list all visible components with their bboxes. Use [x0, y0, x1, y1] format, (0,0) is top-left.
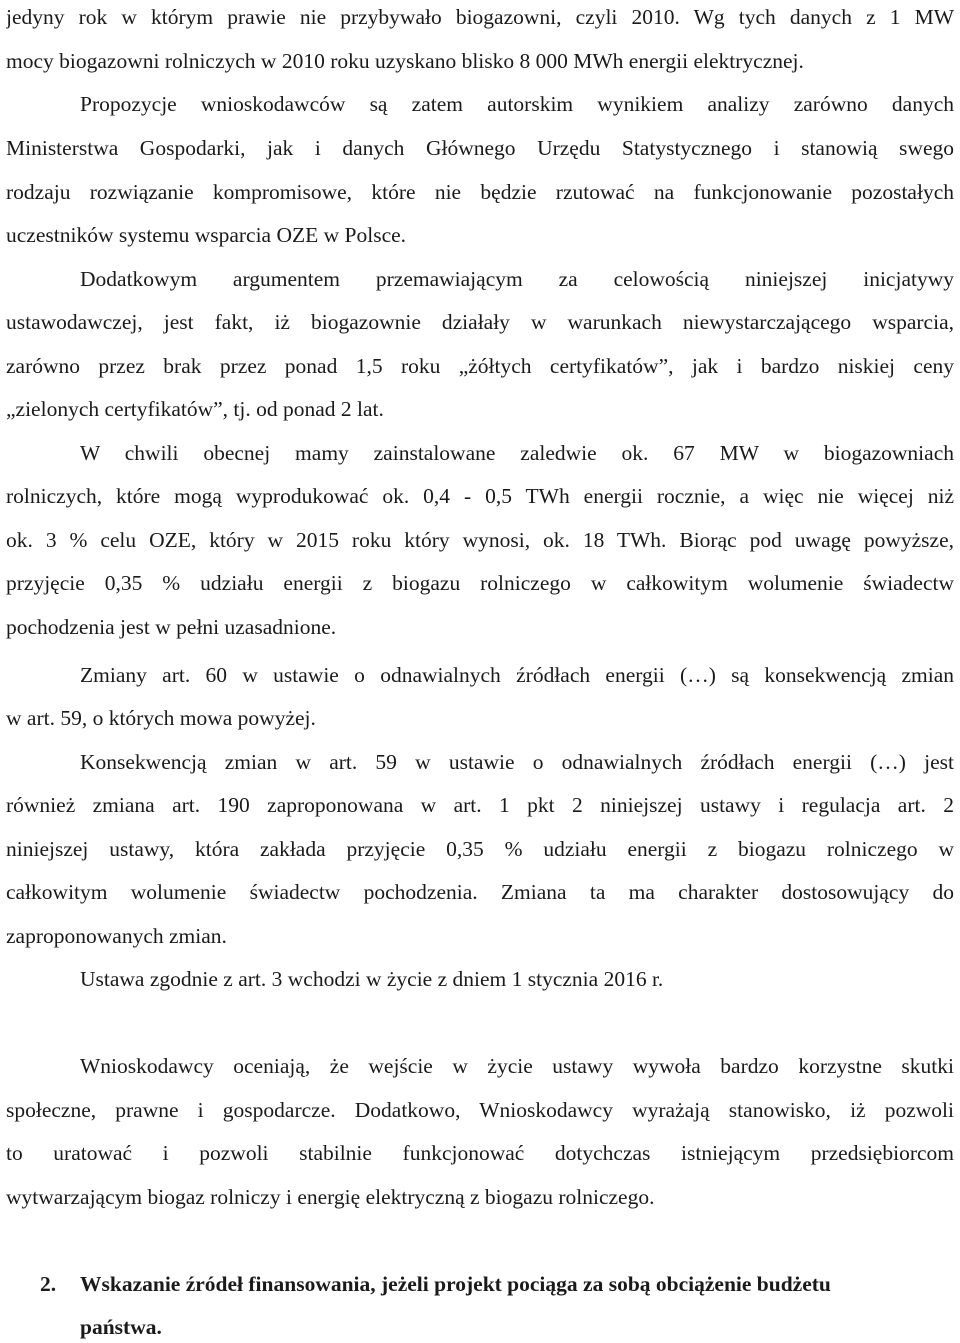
- text-line: uczestników systemu wsparcia OZE w Polsce.: [6, 223, 407, 247]
- text-line: ustawodawczej, jest fakt, iż biogazownie działały w warunkach niewystarczającego wsparcia,: [6, 310, 954, 334]
- text-line: zaproponowanych zmian.: [6, 924, 227, 948]
- text-line: to uratować i pozwoli stabilnie funkcjonować dotychczas istniejącym przedsiębiorcom: [6, 1141, 954, 1165]
- section-heading: Wskazanie źródeł finansowania, jeżeli projekt pociąga za sobą obciążenie budżetu: [80, 1272, 831, 1296]
- text-line: Ustawa zgodnie z art. 3 wchodzi w życie z dniem 1 stycznia 2016 r.: [80, 967, 664, 991]
- text-line: Wnioskodawcy oceniają, że wejście w życie ustawy wywoła bardzo korzystne skutki: [80, 1054, 954, 1078]
- text-line: wytwarzającym biogaz rolniczy i energię elektryczną z biogazu rolniczego.: [6, 1185, 655, 1209]
- text-line: W chwili obecnej mamy zainstalowane zaledwie ok. 67 MW w biogazowniach: [80, 441, 954, 465]
- text-line: Propozycje wnioskodawców są zatem autorskim wynikiem analizy zarówno danych: [80, 92, 954, 116]
- text-line: mocy biogazowni rolniczych w 2010 roku uzyskano blisko 8 000 MWh energii elektrycznej.: [6, 49, 804, 73]
- text-line: również zmiana art. 190 zaproponowana w art. 1 pkt 2 niniejszej ustawy i regulacja art. 2: [6, 793, 954, 817]
- text-line: w art. 59, o których mowa powyżej.: [6, 706, 316, 730]
- text-line: Ministerstwa Gospodarki, jak i danych Głównego Urzędu Statystycznego i stanowią swego: [6, 136, 954, 160]
- text-line: zarówno przez brak przez ponad 1,5 roku „żółtych certyfikatów”, jak i bardzo niskiej ceny: [6, 354, 954, 378]
- text-line: „zielonych certyfikatów”, tj. od ponad 2 lat.: [6, 397, 384, 421]
- text-line: przyjęcie 0,35 % udziału energii z biogazu rolniczego w całkowitym wolumenie świadectw: [6, 571, 954, 595]
- section-heading-continuation: państwa.: [80, 1315, 162, 1339]
- text-line: rolniczych, które mogą wyprodukować ok. 0,4 - 0,5 TWh energii rocznie, a więc nie więcej niż: [6, 484, 954, 508]
- text-line: Zmiany art. 60 w ustawie o odnawialnych źródłach energii (…) są konsekwencją zmian: [80, 663, 954, 687]
- text-line: społeczne, prawne i gospodarcze. Dodatkowo, Wnioskodawcy wyrażają stanowisko, iż pozwoli: [6, 1098, 954, 1122]
- section-number: 2.: [40, 1272, 57, 1296]
- text-line: niniejszej ustawy, która zakłada przyjęcie 0,35 % udziału energii z biogazu rolniczego w: [6, 837, 954, 861]
- text-line: Dodatkowym argumentem przemawiającym za celowością niniejszej inicjatywy: [80, 267, 954, 291]
- text-line: pochodzenia jest w pełni uzasadnione.: [6, 615, 337, 639]
- text-line: całkowitym wolumenie świadectw pochodzenia. Zmiana ta ma charakter dostosowujący do: [6, 880, 954, 904]
- text-line: ok. 3 % celu OZE, który w 2015 roku który wynosi, ok. 18 TWh. Biorąc pod uwagę powyższe,: [6, 528, 954, 552]
- text-line: rodzaju rozwiązanie kompromisowe, które nie będzie rzutować na funkcjonowanie pozostałych: [6, 180, 954, 204]
- text-line: jedyny rok w którym prawie nie przybywało biogazowni, czyli 2010. Wg tych danych z 1 MW: [6, 5, 954, 29]
- text-line: Konsekwencją zmian w art. 59 w ustawie o odnawialnych źródłach energii (…) jest: [80, 750, 954, 774]
